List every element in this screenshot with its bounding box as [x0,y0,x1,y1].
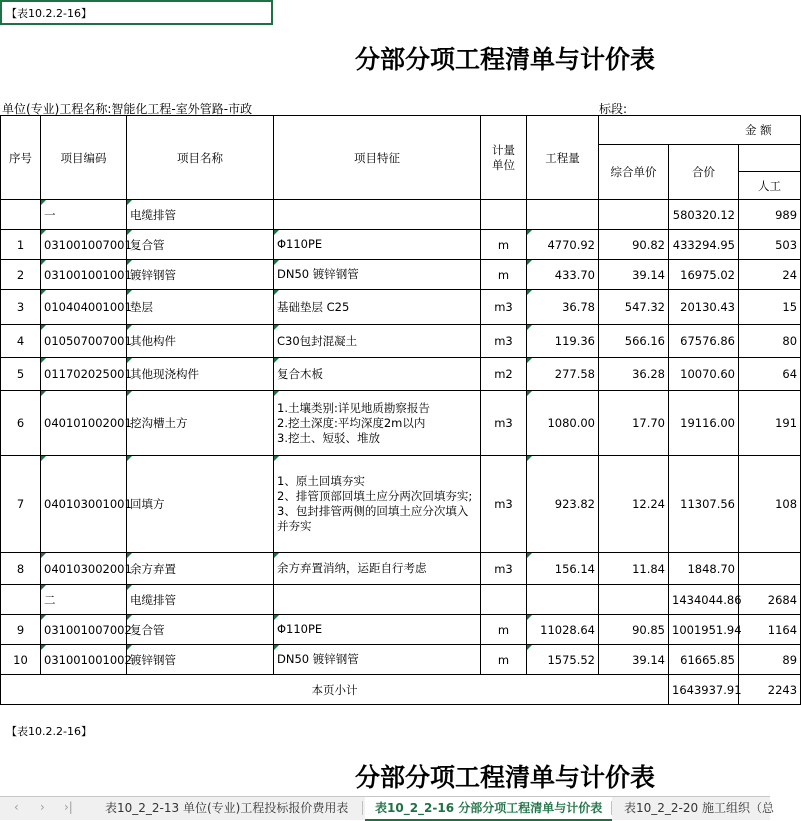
row-qty[interactable]: 923.82 [527,456,599,553]
row-unit[interactable]: m2 [481,358,527,391]
unit-project-name: 单位(专业)工程名称:智能化工程-室外管路-市政 [2,102,253,116]
row-name[interactable]: 垫层 [127,290,274,325]
row-qty[interactable] [527,585,599,615]
row-unit-price[interactable]: 12.24 [599,456,669,553]
row-unit[interactable]: m3 [481,325,527,358]
row-no[interactable]: 3 [1,290,41,325]
row-code[interactable]: 011702025001 [41,358,127,391]
row-name[interactable]: 电缆排管 [127,585,274,615]
table-row [1,230,801,260]
row-no[interactable]: 1 [1,230,41,260]
header-qty: 工程量 [527,116,599,200]
row-code[interactable]: 一 [41,200,127,230]
row-total[interactable]: 67576.86 [669,325,739,358]
row-labor[interactable]: 503 [739,230,801,260]
row-unit-price[interactable]: 566.16 [599,325,669,358]
row-unit[interactable]: m3 [481,391,527,456]
row-feature[interactable]: DN50 镀锌钢管 [274,645,481,675]
row-code[interactable]: 040103001001 [41,456,127,553]
table-row [1,260,801,290]
row-code[interactable]: 010404001001 [41,290,127,325]
header-name: 项目名称 [127,116,274,200]
row-labor[interactable]: 191 [739,391,801,456]
row-code[interactable]: 010507007001 [41,325,127,358]
tab-sheet-20[interactable]: 表10_2_2-20 施工组织（总 [624,801,774,815]
header-unit: 计量单位 [481,116,527,200]
price-table [0,115,801,705]
sheet-tab-bar [0,796,774,820]
header-unit-price: 综合单价 [599,145,669,200]
row-qty[interactable] [527,200,599,230]
row-total[interactable]: 1848.70 [669,553,739,585]
row-name[interactable]: 镀锌钢管 [127,645,274,675]
row-no[interactable]: 5 [1,358,41,391]
row-feature[interactable]: 基础垫层 C25 [274,290,481,325]
row-qty[interactable]: 4770.92 [527,230,599,260]
row-unit[interactable]: m [481,645,527,675]
row-qty[interactable]: 119.36 [527,325,599,358]
header-amount: 金 额 [599,116,801,145]
row-feature[interactable]: 1.土壤类别:详见地质勘察报告 2.挖土深度:平均深度2m以内 3.挖土、短驳、堆放 [274,391,481,456]
header-no: 序号 [1,116,41,200]
row-no[interactable]: 6 [1,391,41,456]
row-unit-price[interactable]: 39.14 [599,645,669,675]
row-total[interactable]: 1434044.86 [669,585,739,615]
row-unit-price[interactable]: 11.84 [599,553,669,585]
row-total[interactable]: 10070.60 [669,358,739,391]
row-name[interactable]: 回填方 [127,456,274,553]
row-labor[interactable] [739,553,801,585]
row-unit[interactable]: m [481,260,527,290]
row-code[interactable]: 031001007002 [41,615,127,645]
row-unit[interactable] [481,200,527,230]
row-total[interactable]: 61665.85 [669,645,739,675]
next-sheet-icon[interactable]: › [40,800,45,814]
row-total[interactable]: 20130.43 [669,290,739,325]
row-no[interactable]: 7 [1,456,41,553]
subtotal-total[interactable]: 1643937.91 [669,675,739,705]
table-row [1,553,801,585]
row-total[interactable]: 19116.00 [669,391,739,456]
row-unit-price[interactable]: 36.28 [599,358,669,391]
row-unit-price[interactable] [599,585,669,615]
row-no[interactable] [1,585,41,615]
row-feature[interactable]: DN50 镀锌钢管 [274,260,481,290]
row-name[interactable]: 电缆排管 [127,200,274,230]
row-feature[interactable]: 1、原土回填夯实 2、排管顶部回填土应分两次回填夯实; 3、包封排管两侧的回填土应分次填入并夯实 [274,456,481,553]
prev-sheet-icon[interactable]: ‹ [14,800,19,814]
row-qty[interactable]: 1575.52 [527,645,599,675]
row-total[interactable]: 433294.95 [669,230,739,260]
tab-sheet-13[interactable]: 表10_2_2-13 单位(专业)工程投标报价费用表 [105,801,349,815]
table-row [1,615,801,645]
row-feature[interactable]: Φ110PE [274,230,481,260]
header-code: 项目编码 [41,116,127,200]
subtotal-label: 本页小计 [1,675,669,705]
row-feature[interactable]: Φ110PE [274,615,481,645]
row-code[interactable]: 040101002001 [41,391,127,456]
row-code[interactable]: 031001007001 [41,230,127,260]
row-labor[interactable]: 89 [739,645,801,675]
row-qty[interactable]: 1080.00 [527,391,599,456]
row-total[interactable]: 16975.02 [669,260,739,290]
subtotal-row [1,675,801,705]
row-feature[interactable] [274,200,481,230]
tab-separator [362,801,363,815]
header-amount-sub [739,145,801,172]
row-labor[interactable]: 989 [739,200,801,230]
row-no[interactable]: 10 [1,645,41,675]
table-row [1,391,801,456]
row-feature[interactable]: C30包封混凝土 [274,325,481,358]
table-row [1,645,801,675]
row-labor[interactable]: 2684 [739,585,801,615]
tab-sheet-16[interactable]: 表10_2_2-16 分部分项工程清单与计价表 [365,797,612,821]
row-unit-price[interactable]: 90.85 [599,615,669,645]
row-qty[interactable]: 11028.64 [527,615,599,645]
row-no[interactable] [1,200,41,230]
row-name[interactable]: 复合管 [127,230,274,260]
table-row [1,325,801,358]
sheet2-title: 分部分项工程清单与计价表 [355,763,656,792]
row-name[interactable]: 其他现浇构件 [127,358,274,391]
row-no[interactable]: 2 [1,260,41,290]
row-unit[interactable]: m3 [481,290,527,325]
row-unit[interactable] [481,585,527,615]
row-labor[interactable]: 108 [739,456,801,553]
row-name[interactable]: 余方弃置 [127,553,274,585]
table-row [1,200,801,230]
row-no[interactable]: 4 [1,325,41,358]
section-label: 标段: [599,102,628,116]
table-row [1,290,801,325]
sheet-tag: 【表10.2.2-16】 [6,7,92,20]
row-qty[interactable]: 156.14 [527,553,599,585]
row-unit[interactable]: m3 [481,456,527,553]
row-no[interactable]: 9 [1,615,41,645]
row-name[interactable]: 其他构件 [127,325,274,358]
row-total[interactable]: 11307.56 [669,456,739,553]
table-row [1,456,801,553]
row-unit[interactable]: m3 [481,553,527,585]
row-qty[interactable]: 433.70 [527,260,599,290]
table-row [1,585,801,615]
row-name[interactable]: 挖沟槽土方 [127,391,274,456]
table-row [1,358,801,391]
row-no[interactable]: 8 [1,553,41,585]
row-name[interactable]: 复合管 [127,615,274,645]
row-unit-price[interactable]: 547.32 [599,290,669,325]
header-total: 合价 [669,145,739,200]
tab-separator [611,801,612,815]
row-unit-price[interactable]: 17.70 [599,391,669,456]
row-labor[interactable]: 24 [739,260,801,290]
row-feature[interactable] [274,585,481,615]
row-code[interactable]: 040103002001 [41,553,127,585]
row-feature[interactable]: 复合木板 [274,358,481,391]
row-unit[interactable]: m [481,615,527,645]
subtotal-labor[interactable]: 2243 [739,675,801,705]
row-labor[interactable]: 1164 [739,615,801,645]
sheet2-tag: 【表10.2.2-16】 [6,725,92,738]
row-labor[interactable]: 15 [739,290,801,325]
row-code[interactable]: 二 [41,585,127,615]
row-total[interactable]: 580320.12 [669,200,739,230]
header-labor: 人工 [739,172,801,200]
row-total[interactable]: 1001951.94 [669,615,739,645]
row-unit-price[interactable]: 39.14 [599,260,669,290]
row-code[interactable]: 031001001002 [41,645,127,675]
row-unit-price[interactable] [599,200,669,230]
row-name[interactable]: 镀锌钢管 [127,260,274,290]
row-qty[interactable]: 277.58 [527,358,599,391]
row-labor[interactable]: 64 [739,358,801,391]
row-feature[interactable]: 余方弃置消纳，运距自行考虑 [274,553,481,585]
last-sheet-icon[interactable]: ›| [64,800,73,814]
row-unit[interactable]: m [481,230,527,260]
row-code[interactable]: 031001001001 [41,260,127,290]
page-title: 分部分项工程清单与计价表 [355,45,656,74]
row-unit-price[interactable]: 90.82 [599,230,669,260]
row-qty[interactable]: 36.78 [527,290,599,325]
header-feature: 项目特征 [274,116,481,200]
row-labor[interactable]: 80 [739,325,801,358]
